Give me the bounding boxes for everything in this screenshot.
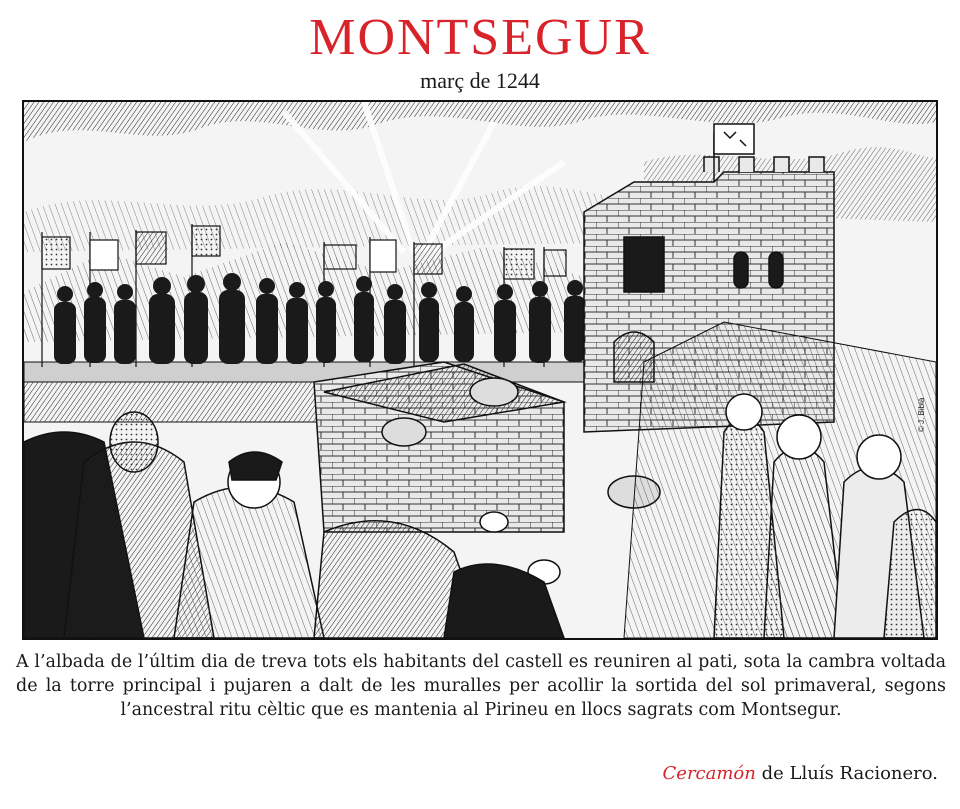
credit-line [663,761,938,787]
illustration-drawing [24,102,936,638]
credit-author: Lluís Racionero. [789,763,938,784]
credit-book-title: Cercamón [662,763,756,784]
credit-connector: de [761,763,784,784]
page-title: MONTSEGUR [309,9,651,66]
castle-illustration [22,100,938,640]
page-subtitle: març de 1244 [420,68,540,93]
caption-text: A l’albada de l’últim dia de treva tots els habitants del castell es reuniren al pati, sota la cambra voltada de la torre principal i pujaren a dalt de les muralles per acollir la sortida del sol primaveral, segons l’ancestral ritu cèltic que es mantenia al Pirineu en llocs sagrats com Montsegur. [16,652,946,720]
artist-signature: © J. Bibià [917,397,926,432]
